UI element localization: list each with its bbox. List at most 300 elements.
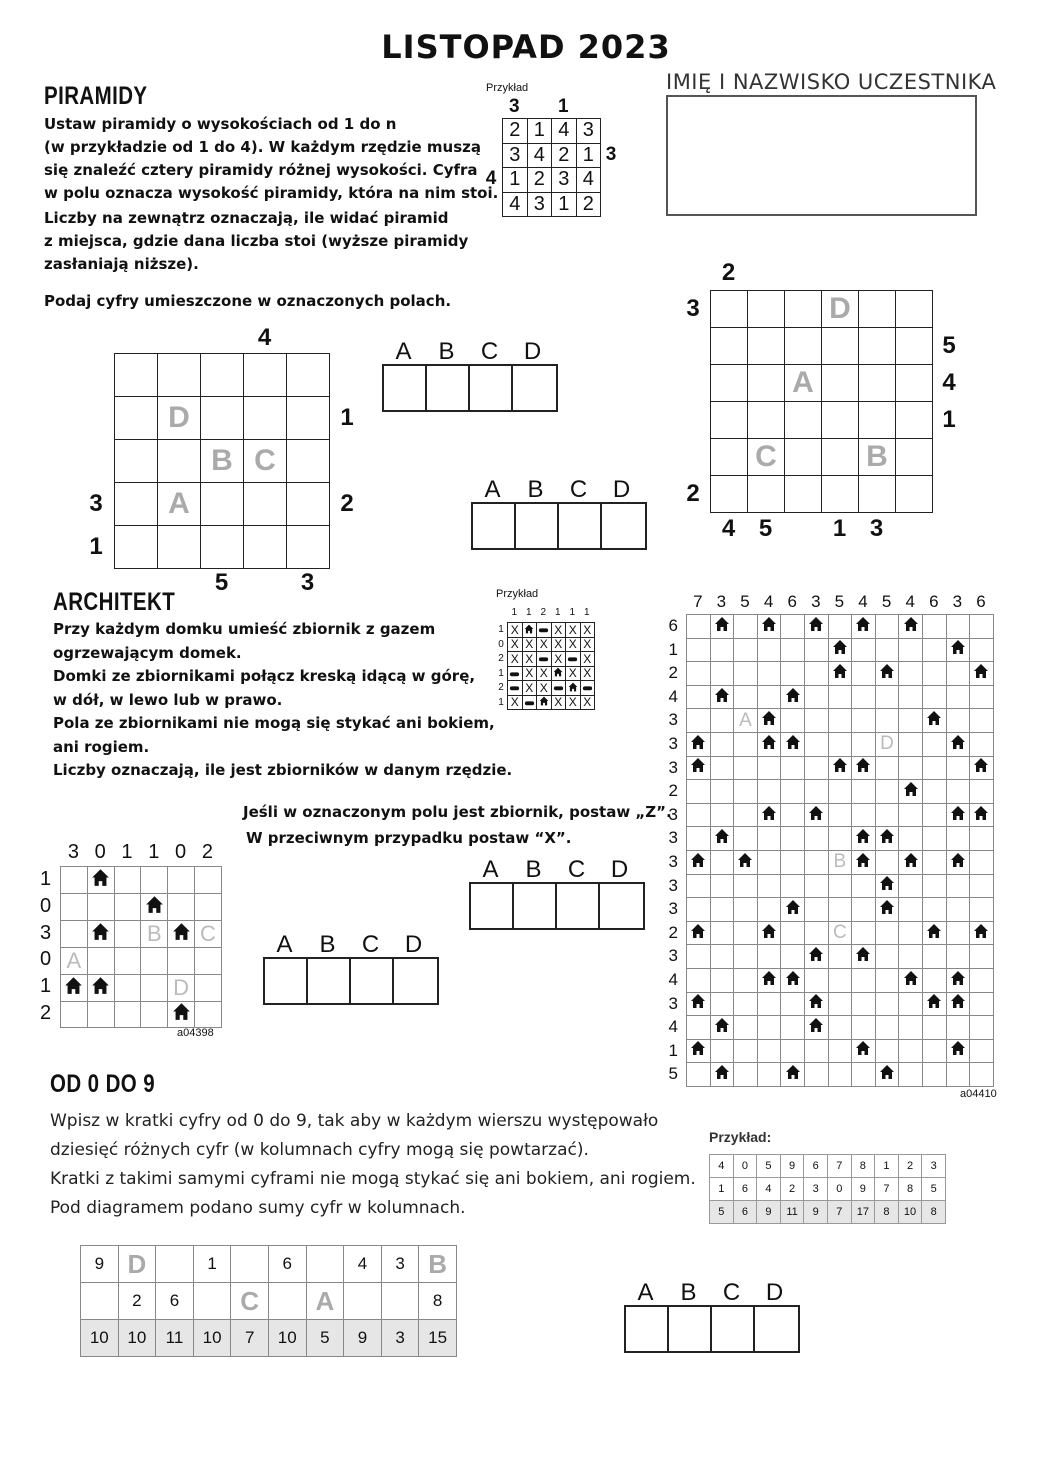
arch-big-cell[interactable] — [687, 1016, 711, 1040]
arch-big-cell[interactable] — [687, 662, 711, 686]
arch-big-cell[interactable] — [875, 1039, 899, 1063]
arch-big-cell[interactable] — [687, 615, 711, 639]
arch-big-cell[interactable] — [734, 1063, 758, 1087]
arch-big-cell[interactable] — [828, 992, 852, 1016]
pyr1-cell[interactable]: C — [244, 440, 287, 483]
arch-big-cell[interactable] — [781, 850, 805, 874]
arch-small-cell[interactable]: C — [194, 920, 221, 947]
pyr2-cell[interactable] — [859, 365, 896, 402]
od-puzzle-cell[interactable]: D — [118, 1246, 156, 1283]
pyr2-cell[interactable] — [711, 365, 748, 402]
arch-big-cell[interactable] — [946, 827, 970, 851]
answer-box-d[interactable] — [600, 884, 643, 928]
arch-big-cell[interactable] — [687, 780, 711, 804]
pyr2-cell[interactable] — [748, 402, 785, 439]
arch-big-cell[interactable] — [852, 638, 876, 662]
arch-big-cell[interactable] — [687, 1063, 711, 1087]
od-puzzle-cell[interactable] — [268, 1283, 306, 1320]
pyr1-cell[interactable] — [287, 397, 330, 440]
arch-big-cell[interactable] — [710, 874, 734, 898]
arch-small-cell[interactable] — [87, 947, 114, 974]
arch-big-cell[interactable] — [757, 945, 781, 969]
arch-big-cell[interactable] — [852, 662, 876, 686]
arch-big-cell[interactable] — [710, 662, 734, 686]
arch-big-cell[interactable] — [804, 756, 828, 780]
pyr2-cell[interactable] — [822, 402, 859, 439]
pyr-example-cell[interactable]: 4 — [503, 192, 528, 217]
arch-big-cell[interactable] — [875, 968, 899, 992]
pyr2-cell[interactable] — [748, 328, 785, 365]
answer-box-a[interactable] — [384, 366, 427, 410]
pyr1-cell[interactable] — [115, 483, 158, 526]
pyr-example-cell[interactable]: 1 — [576, 143, 601, 168]
pyr1-cell[interactable] — [287, 526, 330, 569]
arch-big-cell[interactable] — [734, 756, 758, 780]
arch-big-cell[interactable] — [946, 898, 970, 922]
arch-big-cell[interactable] — [970, 615, 994, 639]
arch-big-cell[interactable] — [875, 615, 899, 639]
arch-big-cell[interactable] — [852, 992, 876, 1016]
pyr2-cell[interactable]: B — [859, 439, 896, 476]
answer-box-b[interactable] — [427, 366, 470, 410]
pyr1-cell[interactable] — [201, 526, 244, 569]
arch-big-cell[interactable] — [828, 1063, 852, 1087]
arch-big-cell[interactable] — [946, 615, 970, 639]
pyr1-cell[interactable] — [244, 483, 287, 526]
arch-small-cell[interactable] — [194, 974, 221, 1001]
arch-big-cell[interactable] — [781, 709, 805, 733]
answer-box-a[interactable] — [626, 1307, 669, 1351]
arch-big-cell[interactable] — [852, 874, 876, 898]
arch-big-cell[interactable] — [970, 780, 994, 804]
arch-big-cell[interactable] — [757, 756, 781, 780]
od-puzzle-cell[interactable]: B — [419, 1246, 457, 1283]
arch-big-cell[interactable] — [970, 968, 994, 992]
arch-small-cell[interactable] — [168, 867, 195, 894]
arch-small-cell[interactable] — [114, 893, 141, 920]
od-puzzle-cell[interactable] — [193, 1283, 231, 1320]
od-puzzle-cell[interactable]: 3 — [381, 1246, 419, 1283]
arch-big-cell[interactable] — [970, 898, 994, 922]
arch-big-cell[interactable] — [899, 732, 923, 756]
arch-big-cell[interactable] — [946, 921, 970, 945]
arch-big-cell[interactable] — [922, 945, 946, 969]
pyr2-cell[interactable] — [711, 291, 748, 328]
answer-box-d[interactable] — [602, 504, 645, 548]
arch-big-cell[interactable] — [804, 709, 828, 733]
arch-big-cell[interactable] — [828, 803, 852, 827]
arch-big-cell[interactable] — [757, 850, 781, 874]
arch-small-cell[interactable] — [61, 920, 88, 947]
arch-big-cell[interactable] — [922, 662, 946, 686]
arch-big-cell[interactable] — [899, 638, 923, 662]
answer-box-c[interactable] — [557, 884, 600, 928]
arch-big-cell[interactable] — [852, 968, 876, 992]
arch-small-cell[interactable] — [194, 893, 221, 920]
arch-big-cell[interactable] — [875, 709, 899, 733]
pyr1-cell[interactable] — [158, 526, 201, 569]
arch-big-cell[interactable] — [922, 850, 946, 874]
pyr1-cell[interactable]: A — [158, 483, 201, 526]
arch-big-cell[interactable] — [804, 732, 828, 756]
arch-big-cell[interactable] — [757, 1063, 781, 1087]
arch-big-cell[interactable] — [946, 945, 970, 969]
arch-big-cell[interactable] — [970, 685, 994, 709]
arch-big-cell[interactable] — [804, 1063, 828, 1087]
od-puzzle-cell[interactable]: 9 — [81, 1246, 119, 1283]
pyr1-cell[interactable] — [287, 354, 330, 397]
arch-small-cell[interactable]: D — [168, 974, 195, 1001]
arch-big-cell[interactable] — [899, 662, 923, 686]
arch-big-cell[interactable] — [970, 1039, 994, 1063]
arch-big-cell[interactable] — [710, 992, 734, 1016]
arch-big-cell[interactable] — [757, 662, 781, 686]
arch-big-cell[interactable] — [970, 1063, 994, 1087]
arch-big-cell[interactable] — [852, 1063, 876, 1087]
arch-big-cell[interactable] — [710, 756, 734, 780]
pyr2-cell[interactable] — [859, 402, 896, 439]
arch-big-cell[interactable] — [946, 756, 970, 780]
arch-big-cell[interactable]: C — [828, 921, 852, 945]
arch-big-cell[interactable] — [734, 1039, 758, 1063]
arch-big-cell[interactable] — [687, 898, 711, 922]
arch-big-cell[interactable] — [922, 780, 946, 804]
arch-big-cell[interactable] — [946, 1016, 970, 1040]
arch-big-cell[interactable] — [852, 732, 876, 756]
arch-big-cell[interactable]: B — [828, 850, 852, 874]
piramidy-answer-2[interactable] — [471, 478, 647, 550]
arch-big-cell[interactable] — [970, 850, 994, 874]
arch-big-cell[interactable] — [781, 827, 805, 851]
answer-box-c[interactable] — [559, 504, 602, 548]
arch-big-cell[interactable] — [687, 803, 711, 827]
arch-big-cell[interactable] — [899, 874, 923, 898]
arch-big-cell[interactable] — [828, 732, 852, 756]
arch-small-cell[interactable] — [114, 974, 141, 1001]
arch-big-cell[interactable] — [710, 945, 734, 969]
arch-big-cell[interactable] — [828, 1016, 852, 1040]
arch-big-cell[interactable] — [946, 709, 970, 733]
od0do9-answer[interactable] — [624, 1281, 800, 1353]
arch-big-cell[interactable] — [875, 992, 899, 1016]
arch-small-cell[interactable] — [141, 867, 168, 894]
arch-big-cell[interactable] — [875, 756, 899, 780]
pyr2-cell[interactable] — [896, 328, 933, 365]
arch-big-cell[interactable] — [710, 968, 734, 992]
pyr2-cell[interactable] — [748, 291, 785, 328]
arch-small-cell[interactable] — [61, 867, 88, 894]
od-puzzle-cell[interactable] — [231, 1246, 269, 1283]
arch-small-cell[interactable] — [141, 947, 168, 974]
od-puzzle-cell[interactable]: 4 — [344, 1246, 382, 1283]
arch-big-cell[interactable] — [899, 827, 923, 851]
arch-big-cell[interactable] — [734, 803, 758, 827]
arch-big-cell[interactable] — [875, 945, 899, 969]
pyr2-cell[interactable] — [859, 476, 896, 513]
arch-big-cell[interactable] — [710, 638, 734, 662]
arch-big-cell[interactable] — [734, 615, 758, 639]
arch-big-cell[interactable] — [922, 803, 946, 827]
od-puzzle-cell[interactable] — [306, 1246, 344, 1283]
arch-big-cell[interactable] — [970, 732, 994, 756]
arch-big-cell[interactable] — [734, 968, 758, 992]
od-puzzle-cell[interactable]: 6 — [156, 1283, 194, 1320]
arch-big-cell[interactable] — [687, 968, 711, 992]
arch-big-cell[interactable] — [734, 992, 758, 1016]
pyr2-cell[interactable] — [896, 476, 933, 513]
arch-small-cell[interactable] — [87, 1001, 114, 1028]
pyr1-cell[interactable] — [287, 440, 330, 483]
arch-big-cell[interactable] — [804, 685, 828, 709]
arch-big-cell[interactable] — [781, 615, 805, 639]
answer-box-b[interactable] — [516, 504, 559, 548]
pyr1-cell[interactable] — [201, 397, 244, 440]
pyr-example-cell[interactable]: 2 — [527, 168, 552, 193]
arch-big-cell[interactable] — [899, 685, 923, 709]
arch-big-cell[interactable] — [828, 685, 852, 709]
answer-box-d[interactable] — [755, 1307, 798, 1351]
arch-big-cell[interactable] — [804, 874, 828, 898]
arch-big-cell[interactable] — [970, 1016, 994, 1040]
arch-small-cell[interactable] — [61, 1001, 88, 1028]
arch-big-cell[interactable] — [852, 1016, 876, 1040]
arch-big-cell[interactable] — [804, 968, 828, 992]
arch-big-cell[interactable] — [687, 685, 711, 709]
pyr2-cell[interactable] — [859, 328, 896, 365]
arch-big-cell[interactable] — [828, 874, 852, 898]
arch-big-cell[interactable] — [757, 992, 781, 1016]
pyr2-cell[interactable] — [896, 402, 933, 439]
pyr-example-cell[interactable]: 3 — [552, 168, 577, 193]
arch-big-cell[interactable] — [875, 780, 899, 804]
pyr2-cell[interactable] — [822, 476, 859, 513]
arch-big-cell[interactable] — [781, 1039, 805, 1063]
od-puzzle-cell[interactable]: A — [306, 1283, 344, 1320]
arch-big-cell[interactable] — [710, 1039, 734, 1063]
arch-big-cell[interactable] — [899, 945, 923, 969]
arch-big-cell[interactable] — [757, 780, 781, 804]
arch-big-cell[interactable] — [899, 756, 923, 780]
arch-big-cell[interactable] — [757, 1039, 781, 1063]
pyr1-cell[interactable] — [244, 397, 287, 440]
answer-box-a[interactable] — [473, 504, 516, 548]
arch-big-cell[interactable] — [899, 803, 923, 827]
pyr-example-cell[interactable]: 4 — [576, 168, 601, 193]
pyr1-cell[interactable] — [158, 440, 201, 483]
arch-big-cell[interactable] — [757, 827, 781, 851]
answer-box-d[interactable] — [394, 959, 437, 1003]
arch-big-cell[interactable] — [922, 1016, 946, 1040]
pyr1-cell[interactable] — [244, 526, 287, 569]
arch-big-cell[interactable] — [946, 1063, 970, 1087]
pyr1-cell[interactable] — [115, 440, 158, 483]
arch-big-cell[interactable] — [734, 921, 758, 945]
arch-big-cell[interactable] — [828, 898, 852, 922]
pyr2-cell[interactable] — [822, 365, 859, 402]
arch-big-cell[interactable] — [875, 850, 899, 874]
pyr1-cell[interactable] — [158, 354, 201, 397]
arch-big-cell[interactable] — [804, 921, 828, 945]
answer-box-b[interactable] — [308, 959, 351, 1003]
arch-big-cell[interactable] — [734, 732, 758, 756]
arch-big-cell[interactable] — [734, 1016, 758, 1040]
pyr2-cell[interactable] — [785, 402, 822, 439]
answer-box-c[interactable] — [470, 366, 513, 410]
pyr1-cell[interactable] — [115, 397, 158, 440]
arch-big-cell[interactable] — [781, 638, 805, 662]
pyr-example-cell[interactable]: 1 — [527, 119, 552, 144]
arch-big-cell[interactable] — [970, 945, 994, 969]
pyr2-cell[interactable] — [785, 328, 822, 365]
arch-big-cell[interactable] — [875, 638, 899, 662]
od-puzzle-cell[interactable]: 8 — [419, 1283, 457, 1320]
arch-big-cell[interactable] — [922, 615, 946, 639]
arch-big-cell[interactable] — [922, 685, 946, 709]
arch-big-cell[interactable] — [922, 898, 946, 922]
od-puzzle-cell[interactable] — [156, 1246, 194, 1283]
arch-small-cell[interactable]: B — [141, 920, 168, 947]
pyr1-cell[interactable] — [201, 483, 244, 526]
arch-big-cell[interactable] — [922, 1039, 946, 1063]
od-puzzle-cell[interactable]: 6 — [268, 1246, 306, 1283]
arch-big-cell[interactable] — [734, 945, 758, 969]
arch-big-cell[interactable] — [687, 709, 711, 733]
pyr2-cell[interactable] — [785, 476, 822, 513]
arch-big-cell[interactable] — [875, 803, 899, 827]
arch-small-cell[interactable] — [194, 947, 221, 974]
pyr2-cell[interactable]: A — [785, 365, 822, 402]
arch-big-cell[interactable] — [734, 780, 758, 804]
arch-small-cell[interactable] — [87, 893, 114, 920]
arch-big-cell[interactable] — [899, 898, 923, 922]
arch-big-cell[interactable] — [804, 662, 828, 686]
pyr-example-cell[interactable]: 3 — [527, 192, 552, 217]
pyr2-cell[interactable] — [748, 476, 785, 513]
arch-small-cell[interactable] — [141, 1001, 168, 1028]
arch-big-cell[interactable] — [852, 709, 876, 733]
pyr2-cell[interactable] — [822, 439, 859, 476]
arch-big-cell[interactable] — [922, 874, 946, 898]
arch-big-cell[interactable] — [922, 756, 946, 780]
pyr2-cell[interactable] — [748, 365, 785, 402]
arch-big-cell[interactable]: D — [875, 732, 899, 756]
arch-big-cell[interactable] — [852, 803, 876, 827]
arch-big-cell[interactable] — [828, 709, 852, 733]
arch-small-cell[interactable] — [194, 1001, 221, 1028]
arch-big-cell[interactable] — [852, 898, 876, 922]
pyr2-cell[interactable] — [711, 439, 748, 476]
od-puzzle-cell[interactable] — [344, 1283, 382, 1320]
pyr2-cell[interactable]: D — [822, 291, 859, 328]
pyr1-cell[interactable] — [201, 354, 244, 397]
answer-box-c[interactable] — [351, 959, 394, 1003]
arch-big-cell[interactable] — [710, 898, 734, 922]
arch-big-cell[interactable] — [828, 1039, 852, 1063]
arch-big-cell[interactable] — [852, 921, 876, 945]
arch-big-cell[interactable] — [710, 732, 734, 756]
arch-big-cell[interactable] — [804, 827, 828, 851]
arch-small-cell[interactable] — [114, 920, 141, 947]
pyr2-cell[interactable] — [785, 291, 822, 328]
od-puzzle-cell[interactable]: 2 — [118, 1283, 156, 1320]
pyr-example-cell[interactable]: 4 — [527, 143, 552, 168]
arch-big-cell[interactable] — [757, 898, 781, 922]
arch-big-cell[interactable] — [946, 780, 970, 804]
arch-big-cell[interactable] — [922, 638, 946, 662]
arch-big-cell[interactable] — [875, 1016, 899, 1040]
arch-big-cell[interactable] — [781, 1016, 805, 1040]
arch-big-cell[interactable] — [757, 1016, 781, 1040]
architekt-answer-1[interactable] — [469, 858, 645, 930]
arch-big-cell[interactable] — [922, 968, 946, 992]
arch-big-cell[interactable] — [710, 803, 734, 827]
arch-big-cell[interactable] — [781, 803, 805, 827]
arch-small-cell[interactable] — [168, 893, 195, 920]
arch-big-cell[interactable] — [804, 1039, 828, 1063]
arch-big-cell[interactable] — [687, 945, 711, 969]
arch-big-cell[interactable] — [899, 1039, 923, 1063]
arch-big-cell[interactable] — [946, 685, 970, 709]
arch-big-cell[interactable] — [781, 756, 805, 780]
pyr2-cell[interactable] — [896, 291, 933, 328]
arch-big-cell[interactable] — [970, 992, 994, 1016]
arch-big-cell[interactable] — [710, 850, 734, 874]
answer-box-a[interactable] — [265, 959, 308, 1003]
arch-big-cell[interactable] — [852, 685, 876, 709]
arch-small-cell[interactable] — [114, 1001, 141, 1028]
arch-big-cell[interactable] — [804, 780, 828, 804]
arch-big-cell[interactable] — [781, 780, 805, 804]
pyr2-cell[interactable] — [785, 439, 822, 476]
pyr1-cell[interactable]: B — [201, 440, 244, 483]
pyr-example-cell[interactable]: 3 — [503, 143, 528, 168]
arch-big-cell[interactable] — [899, 921, 923, 945]
pyr-example-cell[interactable]: 1 — [552, 192, 577, 217]
arch-big-cell[interactable] — [804, 898, 828, 922]
arch-big-cell[interactable] — [946, 662, 970, 686]
arch-big-cell[interactable]: A — [734, 709, 758, 733]
arch-small-cell[interactable] — [114, 867, 141, 894]
arch-big-cell[interactable] — [946, 874, 970, 898]
arch-big-cell[interactable] — [875, 921, 899, 945]
arch-big-cell[interactable] — [734, 685, 758, 709]
od-puzzle-cell[interactable] — [81, 1283, 119, 1320]
arch-big-cell[interactable] — [828, 615, 852, 639]
answer-box-b[interactable] — [669, 1307, 712, 1351]
arch-big-cell[interactable] — [852, 780, 876, 804]
arch-big-cell[interactable] — [757, 638, 781, 662]
pyr-example-cell[interactable]: 2 — [552, 143, 577, 168]
arch-big-cell[interactable] — [757, 874, 781, 898]
pyr2-cell[interactable] — [896, 365, 933, 402]
pyr-example-cell[interactable]: 2 — [576, 192, 601, 217]
pyr-example-cell[interactable]: 1 — [503, 168, 528, 193]
pyr1-cell[interactable]: D — [158, 397, 201, 440]
pyr2-cell[interactable] — [711, 476, 748, 513]
pyr-example-cell[interactable]: 3 — [576, 119, 601, 144]
arch-big-cell[interactable] — [899, 1016, 923, 1040]
od-puzzle-cell[interactable]: 1 — [193, 1246, 231, 1283]
pyr1-cell[interactable] — [287, 483, 330, 526]
arch-big-cell[interactable] — [828, 780, 852, 804]
arch-big-cell[interactable] — [710, 709, 734, 733]
arch-big-cell[interactable] — [781, 662, 805, 686]
arch-small-cell[interactable] — [194, 867, 221, 894]
arch-big-cell[interactable] — [899, 992, 923, 1016]
pyr2-cell[interactable] — [711, 402, 748, 439]
piramidy-answer-1[interactable] — [382, 340, 558, 412]
arch-big-cell[interactable] — [828, 827, 852, 851]
